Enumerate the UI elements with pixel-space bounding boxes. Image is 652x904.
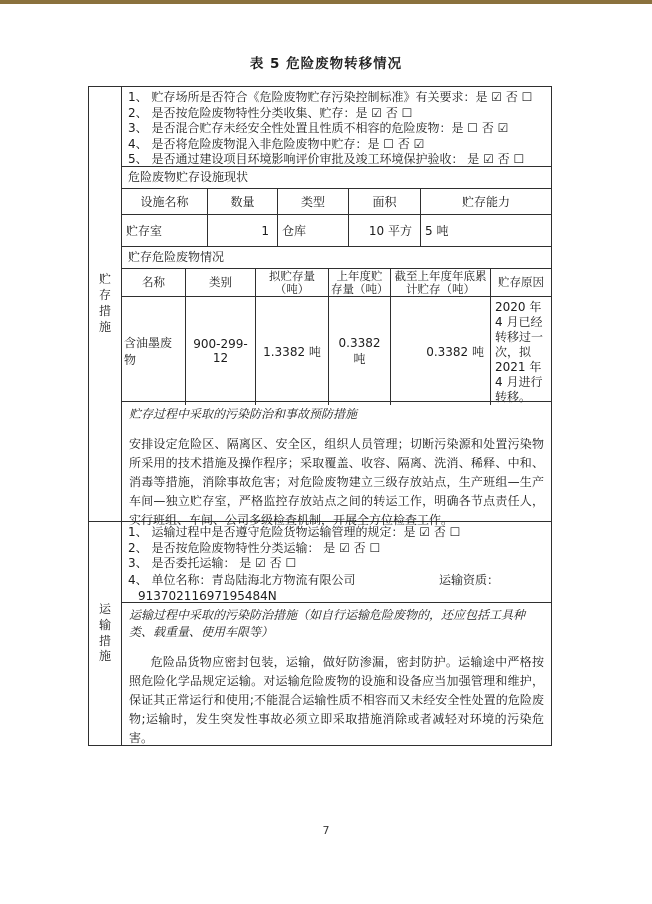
- transport-measures-text: 危险品货物应密封包装，运输，做好防渗漏，密封防护。运输途中严格按照危险化学品规定运输。对运输危险废物的设施和设备应当加强管理和维护，保证其正常运行和使用;不能混合运输性质不相容而又未经安全性处置的危险废物;运输时，发生突发性事故必须立即采取措施消除或者减轻对环境的污染危害。: [129, 655, 544, 745]
- transport-question-1: 1、 运输过程中是否遵守危险货物运输管理的规定：是 ☑ 否 ☐: [128, 525, 461, 539]
- facility-capacity-cell: 5 吨: [420, 215, 551, 246]
- transport-section: [89, 521, 551, 745]
- waste-cumulative-storage-cell: 0.3382 吨: [390, 297, 490, 405]
- storage-section-content: [122, 87, 551, 527]
- transport-section-content: [122, 522, 551, 745]
- waste-category-cell: 900-299-12: [185, 297, 255, 405]
- storage-measures-title: 贮存过程中采取的污染防治和事故预防措施: [129, 407, 358, 421]
- waste-reason-cell: 2020 年 4 月已经转移过一次，拟 2021 年 4 月进行转移。: [490, 297, 551, 405]
- top-border-rule: [0, 0, 652, 4]
- facility-name-cell: 贮存室: [126, 224, 163, 238]
- storage-section: [89, 87, 551, 527]
- facilities-header-type: 类型: [277, 189, 348, 214]
- transport-credential-number: 91370211697195484N: [138, 588, 277, 603]
- transport-section-label: 运输措施: [98, 601, 111, 664]
- facility-quantity-cell: 1: [207, 215, 277, 246]
- storage-measures-block: [122, 401, 551, 527]
- storage-section-label-cell: [89, 87, 122, 521]
- facilities-table-header: [122, 188, 551, 214]
- transport-question-2: 2、 是否按危险废物特性分类运输： 是 ☑ 否 ☐: [128, 540, 381, 555]
- waste-header-category: 类别: [185, 269, 255, 296]
- transport-credential-label: 运输资质：: [438, 572, 499, 587]
- waste-table-header: [122, 268, 551, 296]
- waste-lastyear-storage-cell: 0.3382 吨: [328, 297, 390, 405]
- storage-question-1: 1、 贮存场所是否符合《危险废物贮存污染控制标准》有关要求：是 ☑ 否 ☐: [128, 90, 533, 104]
- storage-question-2: 2、 是否按危险废物特性分类收集、贮存：是 ☑ 否 ☐: [128, 105, 413, 120]
- facilities-header-capacity: 贮存能力: [420, 189, 551, 214]
- waste-planned-storage-cell: 1.3382 吨: [255, 297, 328, 405]
- transport-section-label-cell: [89, 522, 122, 745]
- facilities-header-name: 设施名称: [140, 195, 189, 209]
- storage-question-4: 4、 是否将危险废物混入非危险废物中贮存：是 ☐ 否 ☑: [128, 136, 425, 151]
- hazardous-waste-transfer-table: [88, 86, 552, 746]
- transport-measures-block: [122, 602, 551, 745]
- transport-measures-title: 运输过程中采取的污染防治措施（如自行运输危险废物的，还应包括工具种类、载重量、使用车限等）: [129, 608, 526, 639]
- transport-questions: [122, 522, 551, 602]
- facility-area-cell: 10 平方: [348, 215, 420, 246]
- waste-header-name: 名称: [142, 275, 165, 289]
- transport-question-4-line: [128, 572, 545, 588]
- storage-section-label: 贮存措施: [98, 272, 111, 334]
- page-title: 表 5 危险废物转移情况: [249, 56, 403, 72]
- transport-question-3: 3、 是否委托运输： 是 ☑ 否 ☐: [128, 556, 297, 571]
- facility-type-cell: 仓库: [277, 215, 348, 246]
- facilities-table-row: [122, 214, 551, 246]
- waste-name-cell: 含油墨废物: [124, 336, 173, 367]
- transport-question-4: 4、 单位名称：青岛陆海北方物流有限公司: [128, 572, 356, 587]
- storage-measures-text: 安排设定危险区、隔离区、安全区，组织人员管理；切断污染源和处置污染物所采用的技术措施及操作程序；采取覆盖、收容、隔离、洗消、稀释、中和、消毒等措施，消除事故危害；对危险废物建立三级存放站点，生产班组—生产车间—独立贮存室，严格监控存放站点之间的转运工作，明确各节点责任人，实行班组、车间、公司多级检查机制，开展全方位检查工作。: [129, 437, 544, 527]
- waste-title: 贮存危险废物情况: [122, 246, 551, 268]
- waste-header-lastyear-storage: 上年度贮存量（吨）: [328, 269, 390, 296]
- page-number: 7: [322, 824, 330, 837]
- facilities-title: 危险废物贮存设施现状: [122, 166, 551, 188]
- facilities-header-area: 面积: [348, 189, 420, 214]
- waste-table-row: [122, 296, 551, 404]
- facilities-header-quantity: 数量: [207, 189, 277, 214]
- waste-header-reason: 贮存原因: [490, 269, 551, 296]
- waste-header-planned-storage: 拟贮存量（吨）: [255, 269, 328, 296]
- waste-header-cumulative-storage: 截至上年度年底累计贮存（吨）: [390, 269, 490, 296]
- storage-question-5: 5、 是否通过建设项目环境影响评价审批及竣工环境保护验收： 是 ☑ 否 ☐: [128, 152, 525, 167]
- storage-question-3: 3、 是否混合贮存未经安全性处置且性质不相容的危险废物：是 ☐ 否 ☑: [128, 121, 509, 136]
- storage-questions: [122, 87, 551, 166]
